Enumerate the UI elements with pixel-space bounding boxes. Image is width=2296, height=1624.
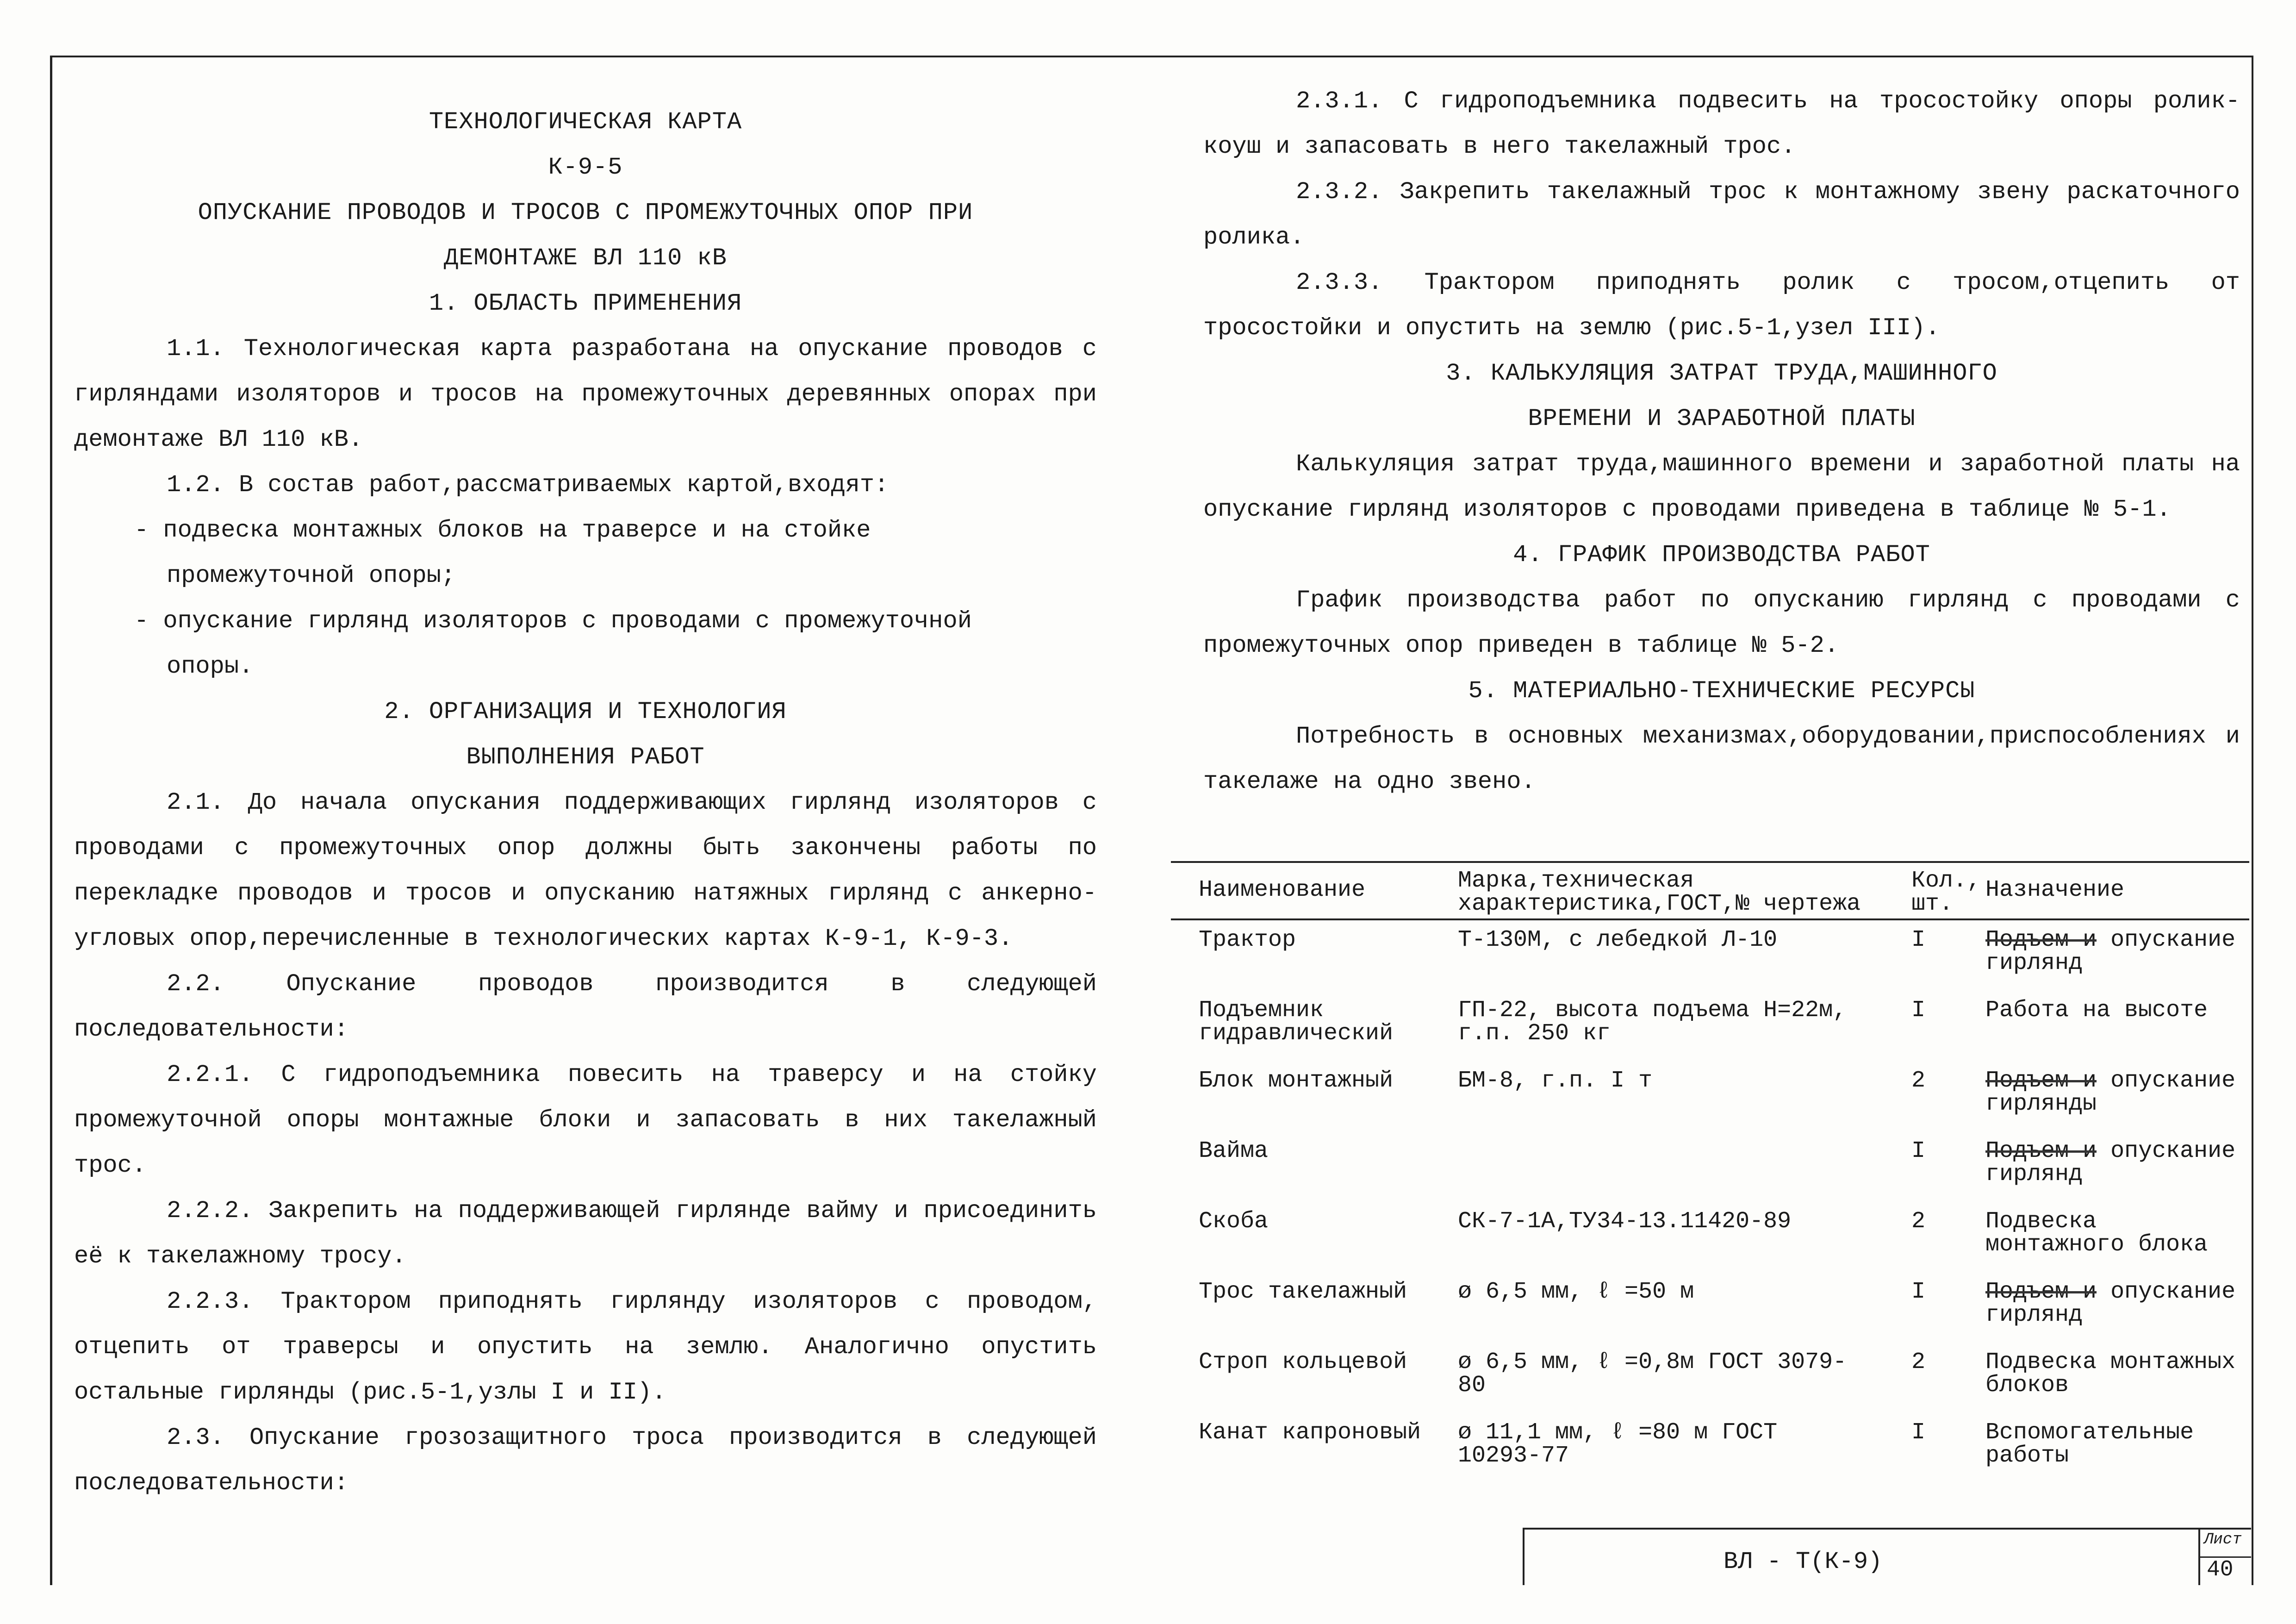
purpose-text: опускание гирлянд	[1985, 1138, 2236, 1187]
section-heading: 5. МАТЕРИАЛЬНО-ТЕХНИЧЕСКИЕ РЕСУРСЫ	[1468, 677, 1975, 705]
table-header	[1171, 861, 2249, 920]
cell-spec: ø 6,5 мм, ℓ =0,8м ГОСТ 3079-80	[1458, 1349, 1847, 1399]
cell-name: Блок монтажный	[1199, 1068, 1394, 1094]
purpose-text: опускание гирлянд	[1985, 927, 2236, 976]
section-heading-line2: ВЫПОЛНЕНИЯ РАБОТ	[466, 743, 705, 771]
list-item: - подвеска монтажных блоков на траверсе и на стойке промежуточной опоры;	[134, 517, 871, 589]
doc-subtitle-line2: ДЕМОНТАЖЕ ВЛ 110 кВ	[444, 244, 727, 272]
table-body	[1171, 920, 2249, 1483]
paragraph: 2.3.1. С гидроподъемника подвесить на тросостойку опоры ролик-коуш и запасовать в него такелажный трос.	[1203, 87, 2240, 160]
cell-name: Скоба	[1199, 1208, 1269, 1235]
paragraph: 1.2. В состав работ,рассматриваемых картой,входят:	[167, 471, 889, 499]
paragraph: График производства работ по опусканию гирлянд с проводами с промежуточных опор приведен в таблице № 5-2.	[1203, 587, 2240, 659]
struck-text: Подъем и	[1985, 1068, 2097, 1094]
doc-subtitle: ОПУСКАНИЕ ПРОВОДОВ И ТРОСОВ С ПРОМЕЖУТОЧНЫХ ОПОР ПРИ	[198, 199, 973, 226]
doc-title: ТЕХНОЛОГИЧЕСКАЯ КАРТА	[429, 108, 742, 136]
table-row	[1171, 1413, 2249, 1483]
cell-name: Трактор	[1199, 927, 1296, 953]
resources-table	[1171, 861, 2249, 1483]
cell-purpose	[1985, 1421, 2245, 1468]
paragraph: 2.2.2. Закрепить на поддерживающей гирлянде вайму и присоединить её к такелажному тросу.	[74, 1197, 1097, 1270]
struck-text: Подъем и	[1985, 927, 2097, 953]
paragraph: 2.3.2. Закрепить такелажный трос к монтажному звену раскаточного ролика.	[1203, 178, 2240, 251]
cell-purpose	[1985, 1069, 2245, 1116]
right-column	[1203, 79, 2240, 805]
cell-qty: I	[1911, 1279, 1926, 1305]
list-item: - опускание гирлянд изоляторов с проводами с промежуточной опоры.	[134, 607, 972, 680]
purpose-text: Подвеска монтажного блока	[1985, 1208, 2208, 1258]
doc-code: К-9-5	[548, 154, 623, 181]
table-row	[1171, 1272, 2249, 1343]
cell-spec: ø 6,5 мм, ℓ =50 м	[1458, 1279, 1694, 1305]
purpose-text: Вспомогательные работы	[1985, 1419, 2194, 1469]
cell-purpose	[1985, 999, 2245, 1022]
cell-qty: I	[1911, 1419, 1926, 1446]
section-heading-line2: ВРЕМЕНИ И ЗАРАБОТНОЙ ПЛАТЫ	[1528, 405, 1916, 432]
table-row	[1171, 991, 2249, 1061]
cell-name: Строп кольцевой	[1199, 1349, 1407, 1375]
header-spec: Марка,техническая характеристика,ГОСТ,№ чертежа	[1458, 868, 1861, 917]
section-heading: 1. ОБЛАСТЬ ПРИМЕНЕНИЯ	[429, 290, 742, 317]
cell-purpose	[1985, 929, 2245, 975]
paragraph: Потребность в основных механизмах,оборудовании,приспособлениях и такелаже на одно звено.	[1203, 723, 2240, 795]
sheet-label: Лист	[2204, 1531, 2242, 1549]
purpose-text: Работа на высоте	[1985, 997, 2208, 1024]
purpose-text: опускание гирлянд	[1985, 1279, 2236, 1328]
paragraph: 1.1. Технологическая карта разработана на опускание проводов с гирляндами изоляторов и тросов на промежуточных деревянных опорах при демонтаже ВЛ 110 кВ.	[74, 335, 1097, 453]
cell-qty: 2	[1911, 1349, 1926, 1375]
cell-spec: Т-130М, с лебедкой Л-10	[1458, 927, 1778, 953]
sheet-number: 40	[2207, 1557, 2234, 1582]
paragraph: Калькуляция затрат труда,машинного времени и заработной платы на опускание гирлянд изоляторов с проводами приведена в таблице № 5-1.	[1203, 450, 2240, 523]
paragraph: 2.2.1. С гидроподъемника повесить на траверсу и на стойку промежуточной опоры монтажные блоки и запасовать в них такелажный трос.	[74, 1061, 1097, 1179]
table-row	[1171, 1343, 2249, 1413]
section-heading: 4. ГРАФИК ПРОИЗВОДСТВА РАБОТ	[1513, 541, 1930, 568]
cell-spec: ø 11,1 мм, ℓ =80 м ГОСТ 10293-77	[1458, 1419, 1778, 1469]
cell-qty: 2	[1911, 1208, 1926, 1235]
paragraph: 2.3.3. Трактором приподнять ролик с тросом,отцепить от тросостойки и опустить на землю (рис.5-1,узел III).	[1203, 269, 2240, 342]
header-qty: Кол., шт.	[1911, 868, 1981, 917]
paragraph: 2.1. До начала опускания поддерживающих гирлянд изоляторов с проводами с промежуточных опор должны быть закончены работы по перекладке проводов и тросов и опусканию натяжных гирлянд с анкерно-угловых опор,перечисленные в технологических картах К-9-1, К-9-3.	[74, 789, 1097, 952]
cell-name: Подъемник гидравлический	[1199, 997, 1394, 1047]
cell-purpose	[1985, 1351, 2245, 1397]
section-heading: 3. КАЛЬКУЛЯЦИЯ ЗАТРАТ ТРУДА,МАШИННОГО	[1446, 360, 1997, 387]
cell-name: Канат капроновый	[1199, 1419, 1421, 1446]
struck-text: Подъем и	[1985, 1138, 2097, 1164]
table-row	[1171, 920, 2249, 991]
cell-qty: 2	[1911, 1068, 1926, 1094]
paragraph: 2.3. Опускание грозозащитного троса производится в следующей последовательности:	[74, 1424, 1097, 1497]
cell-purpose	[1985, 1280, 2245, 1327]
header-name: Наименование	[1199, 877, 1366, 903]
cell-qty: I	[1911, 1138, 1926, 1164]
left-column	[74, 100, 1097, 1506]
cell-spec: ГП-22, высота подъема Н=22м, г.п. 250 кг	[1458, 997, 1847, 1047]
table-row	[1171, 1131, 2249, 1202]
cell-name: Вайма	[1199, 1138, 1269, 1164]
paragraph: 2.2.3. Трактором приподнять гирлянду изоляторов с проводом, отцепить от траверсы и опустить на землю. Аналогично опустить остальные гирлянды (рис.5-1,узлы I и II).	[74, 1288, 1097, 1406]
cell-qty: I	[1911, 997, 1926, 1024]
header-purpose: Назначение	[1985, 877, 2125, 903]
cell-name: Трос такелажный	[1199, 1279, 1407, 1305]
cell-spec: СК-7-1А,ТУ34-13.11420-89	[1458, 1208, 1792, 1235]
table-row	[1171, 1061, 2249, 1131]
drawing-code: ВЛ - Т(К-9)	[1724, 1548, 1883, 1575]
cell-qty: I	[1911, 927, 1926, 953]
purpose-text: опускание гирлянды	[1985, 1068, 2236, 1117]
struck-text: Подъем и	[1985, 1279, 2097, 1305]
sheet-box	[2198, 1530, 2251, 1585]
cell-spec: БМ-8, г.п. I т	[1458, 1068, 1653, 1094]
cell-purpose	[1985, 1210, 2245, 1256]
paragraph: 2.2. Опускание проводов производится в следующей последовательности:	[74, 970, 1097, 1043]
title-block	[1523, 1528, 2251, 1585]
table-row	[1171, 1202, 2249, 1272]
cell-purpose	[1985, 1140, 2245, 1186]
purpose-text: Подвеска монтажных блоков	[1985, 1349, 2236, 1399]
section-heading: 2. ОРГАНИЗАЦИЯ И ТЕХНОЛОГИЯ	[384, 698, 787, 725]
